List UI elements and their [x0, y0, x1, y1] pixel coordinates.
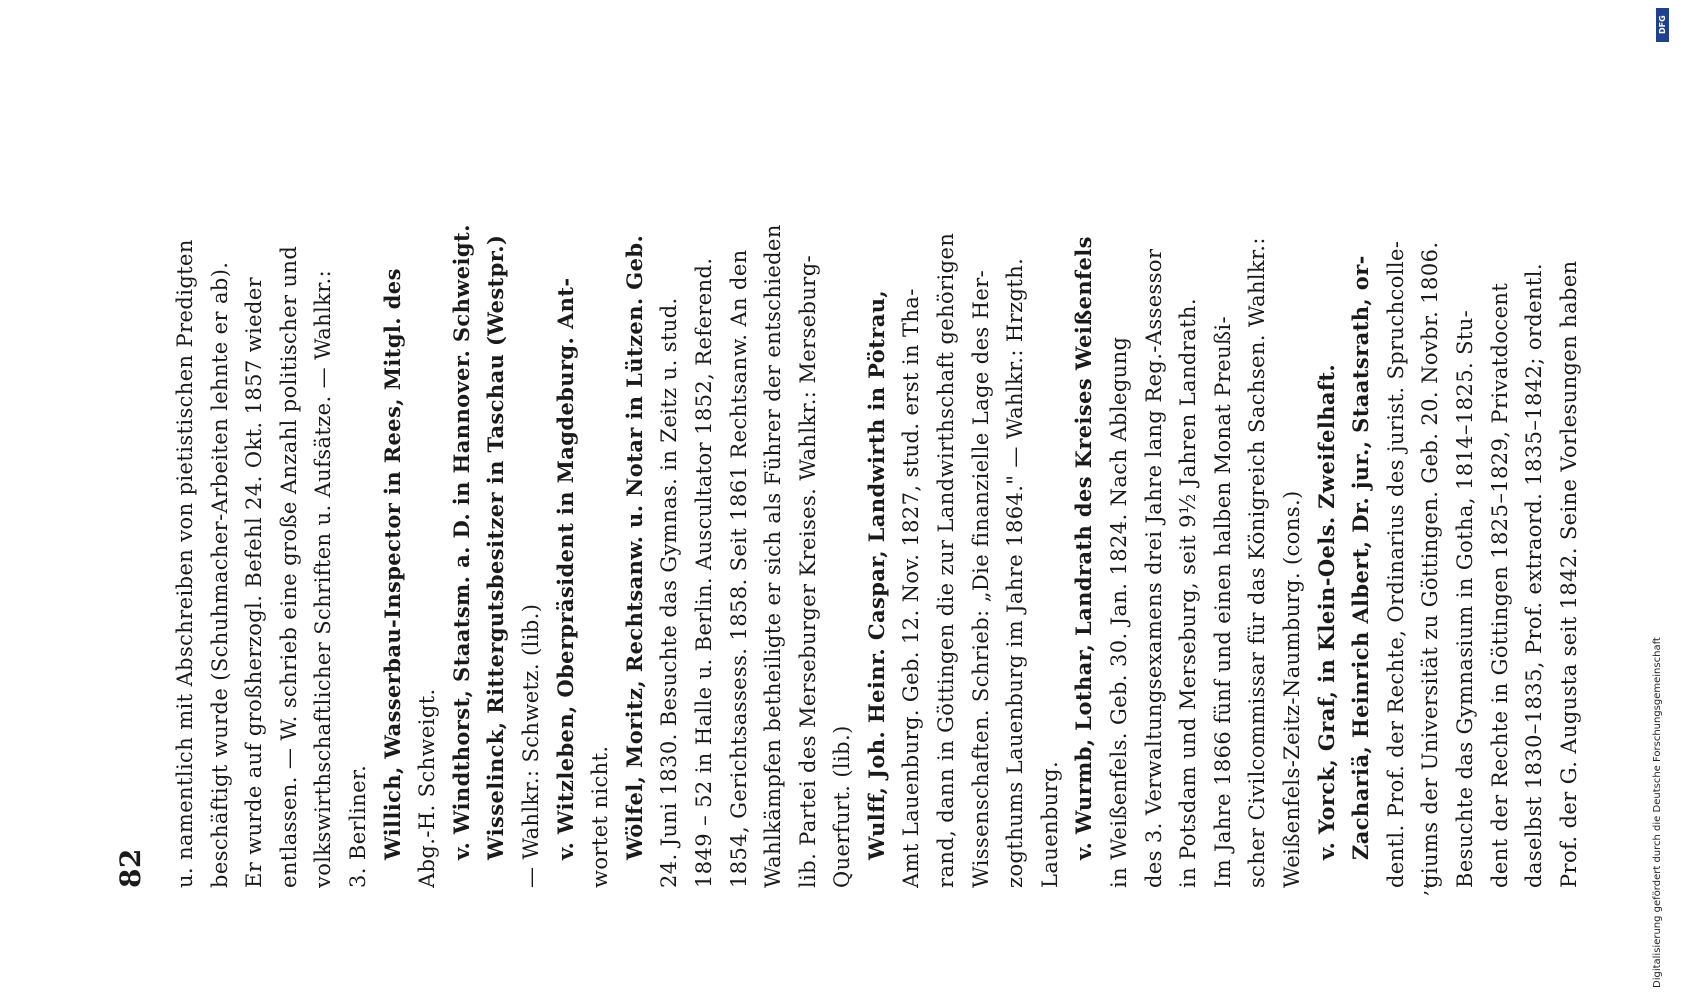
text-line: wortet nicht. [588, 745, 613, 888]
rotated-page [114, 88, 1581, 896]
page-body [168, 88, 1586, 888]
text-line: lib. Partei des Merseburger Kreises. Wahlkr.: Merseburg- [795, 254, 820, 888]
text-line: Wahlkämpfen betheiligte er sich als Führer der entschieden [761, 224, 786, 888]
text-line: scher Civilcommissar für das Königreich Sachsen. Wahlkr.: [1245, 237, 1270, 888]
dfg-funding-note: Digitalisierung gefördert durch die Deutsche Forschungsgemeinschaft [1652, 637, 1663, 988]
text-line: Zachariä, Heinrich Albert, Dr. jur., Staatsrath, or- [1348, 255, 1374, 860]
text-line: beschäftigt wurde (Schuhmacher-Arbeiten lehnte er ab). [207, 261, 232, 888]
text-line: in Potsdam und Merseburg, seit 9½ Jahren Landrath. [1176, 298, 1201, 888]
text-line: volkswirthschaftlicher Schriften u. Aufsätze. — Wahlkr.: [311, 269, 336, 888]
text-line: Prof. der G. Augusta seit 1842. Seine Vorlesungen haben [1556, 260, 1581, 888]
text-line: Besuchte das Gymnasium in Gotha, 1814–1825. Stu- [1452, 309, 1477, 888]
text-line: — Wahlkr.: Schwetz. (lib.) [518, 603, 543, 888]
text-line: v. Wurmb, Lothar, Landrath des Kreises Weißenfels [1071, 236, 1097, 860]
text-line: v. Yorck, Graf, in Klein-Oels. Zweifelhaft. [1313, 363, 1339, 860]
text-line: v. Windthorst, Staatsm. a. D. in Hannover. Schweigt. [448, 224, 474, 860]
text-line: daselbst 1830–1835, Prof. extraord. 1835–1842; ordentl. [1522, 263, 1547, 888]
text-line: zogthums Lauenburg im Jahre 1864." — Wahlkr.: Hrzgth. [1003, 257, 1028, 888]
text-line: Weißenfels-Zeitz-Naumburg. (cons.) [1280, 490, 1304, 888]
text-line: Lauenburg. [1037, 760, 1062, 888]
text-line: Abg.-H. Schweigt. [415, 688, 440, 888]
text-line: rand, dann in Göttingen die zur Landwirthschaft gehörigen [934, 232, 959, 888]
text-line: dentl. Prof. der Rechte, Ordinarius des jurist. Spruchcolle- [1383, 240, 1408, 888]
text-line: v. Witzleben, Oberpräsident in Magdeburg. Ant- [552, 277, 578, 860]
text-line: Er wurde auf großherzogl. Befehl 24. Okt. 1857 wieder [242, 276, 267, 888]
text-line: Im Jahre 1866 fünf und einen halben Monat Preußi- [1210, 315, 1235, 888]
text-line: giums der Universität zu Göttingen. Geb. 20. Novbr. 1806. [1418, 241, 1443, 888]
text-line: 1849 – 52 in Halle u. Berlin. Auscultator 1852, Referend. [691, 257, 716, 888]
text-line: 3. Berliner. [345, 764, 370, 888]
text-line: Querfurt. (lib.) [830, 725, 855, 888]
text-line: Wissenschaften. Schrieb: „Die finanzielle Lage des Her- [968, 269, 993, 888]
text-line: entlassen. — W. schrieb eine große Anzahl politischer und [276, 245, 301, 888]
text-line: Amt Lauenburg. Geb. 12. Nov. 1827, stud. erst in Tha- [899, 288, 924, 888]
text-line: 1854, Gerichtsassess. 1858. Seit 1861 Rechtsanw. An den [726, 249, 751, 888]
text-line: des 3. Verwaltungsexamens drei Jahre lang Reg.-Assessor [1141, 248, 1166, 888]
text-line: Wölfel, Moritz, Rechtsanw. u. Notar in Lützen. Geb. [621, 234, 647, 860]
text-line: 24. Juni 1830. Besuchte das Gymnas. in Zeitz u. stud. [657, 297, 682, 888]
page-number: 82 [114, 848, 147, 888]
text-line: in Weißenfels. Geb. 30. Jan. 1824. Nach Ablegung [1107, 336, 1132, 888]
dfg-logo: DFG [1656, 8, 1669, 42]
text-line: Wulff, Joh. Heinr. Caspar, Landwirth in Pötrau, [863, 289, 889, 860]
text-line: Wisselinck, Rittergutsbesitzer in Taschau (Westpr.) [483, 234, 509, 860]
text-line: Willich, Wasserbau-Inspector in Rees, Mitgl. des [379, 268, 405, 860]
footer-mark: ,, [1407, 882, 1431, 896]
text-line: dent der Rechte in Göttingen 1825–1829, Privatdocent [1487, 282, 1512, 888]
text-line: u. namentlich mit Abschreiben von pietistischen Predigten [173, 239, 197, 888]
